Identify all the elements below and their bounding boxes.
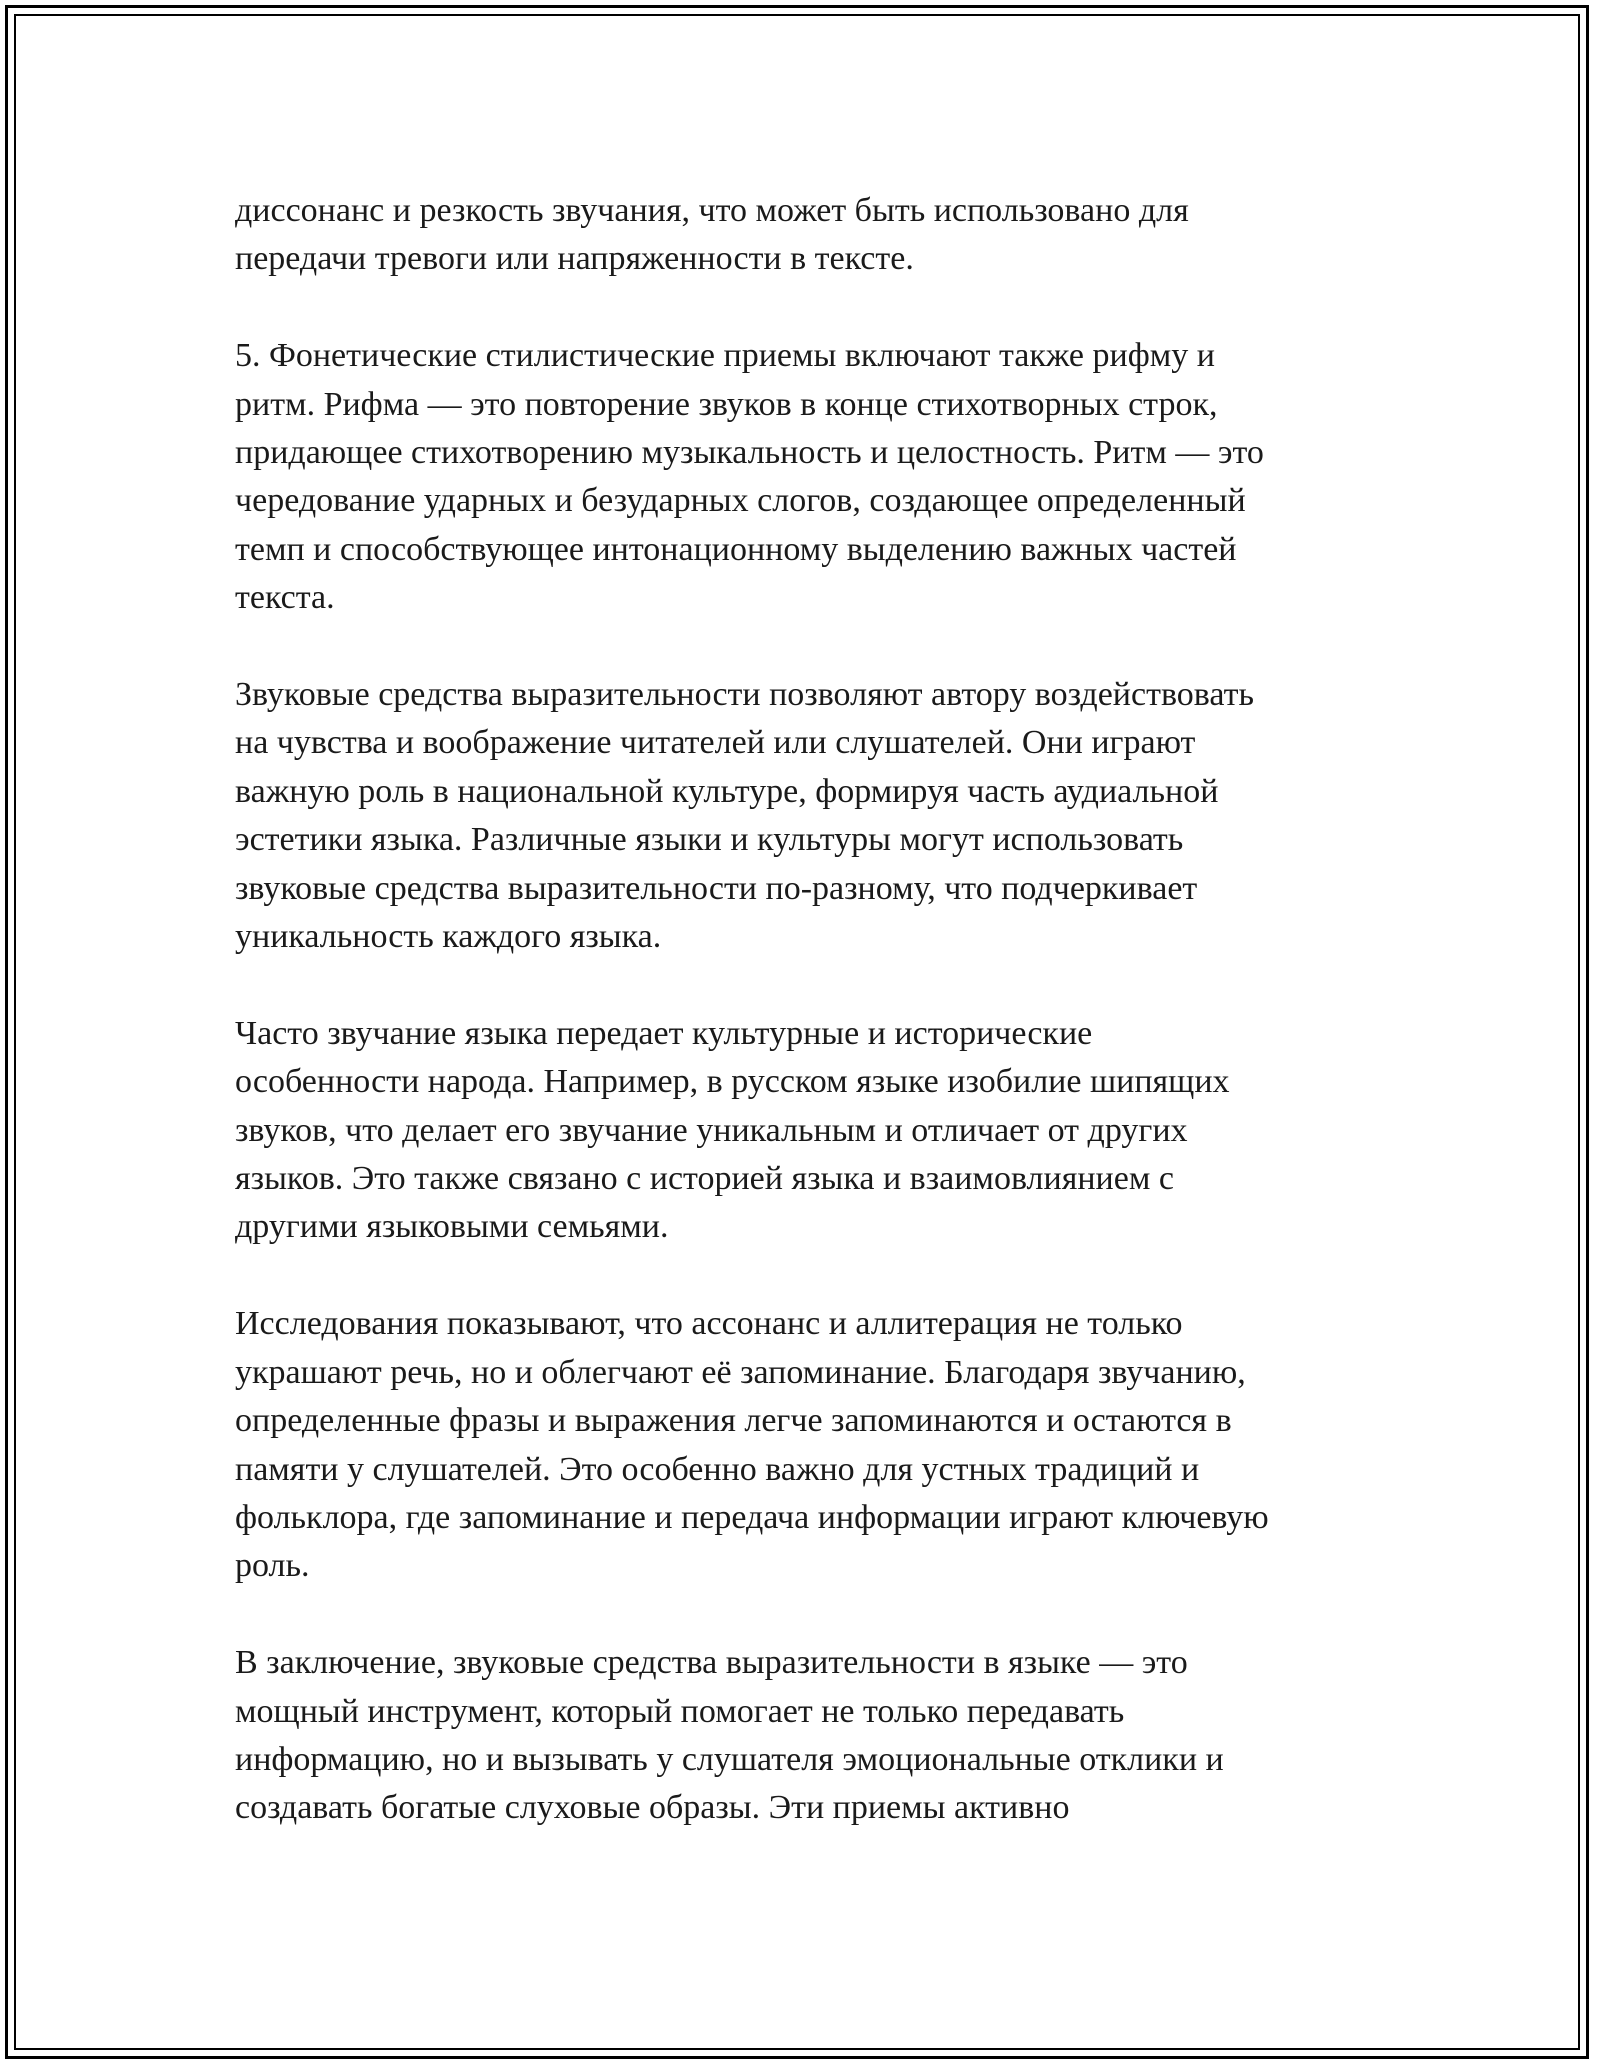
text-line: мощный инструмент, который помогает не только передавать — [235, 1692, 1125, 1730]
paragraph-2 — [235, 332, 1390, 622]
text-line: Звуковые средства выразительности позволяют автору воздействовать — [235, 676, 1254, 714]
text-line: особенности народа. Например, в русском языке изобилие шипящих — [235, 1063, 1230, 1101]
text-line: эстетики языка. Различные языки и культуры могут использовать — [235, 821, 1184, 859]
text-line: текста. — [235, 579, 335, 617]
text-line: темп и способствующее интонационному выделению важных частей — [235, 530, 1237, 568]
text-line: уникальность каждого языка. — [235, 918, 662, 956]
paragraph-1 — [235, 187, 1390, 284]
text-line: на чувства и воображение читателей или слушателей. Они играют — [235, 724, 1196, 762]
text-line: передачи тревоги или напряженности в тексте. — [235, 240, 914, 278]
paragraph-5 — [235, 1300, 1390, 1590]
text-line: Часто звучание языка передает культурные и исторические — [235, 1014, 1093, 1052]
text-line: информацию, но и вызывать у слушателя эмоциональные отклики и — [235, 1740, 1224, 1778]
text-line: памяти у слушателей. Это особенно важно для устных традиций и — [235, 1450, 1200, 1488]
text-line: В заключение, звуковые средства выразительности в языке — это — [235, 1644, 1188, 1682]
text-line: роль. — [235, 1547, 310, 1585]
text-line: ритм. Рифма — это повторение звуков в конце стихотворных строк, — [235, 385, 1218, 423]
paragraph-4 — [235, 1010, 1390, 1252]
text-line: звуковые средства выразительности по-разному, что подчеркивает — [235, 869, 1198, 907]
text-line: Исследования показывают, что ассонанс и аллитерация не только — [235, 1305, 1183, 1343]
text-line: языков. Это также связано с историей языка и взаимовлиянием с — [235, 1160, 1174, 1198]
text-line: фольклора, где запоминание и передача информации играют ключевую — [235, 1498, 1269, 1536]
text-line: диссонанс и резкость звучания, что может быть использовано для — [235, 192, 1189, 229]
paragraph-3 — [235, 671, 1390, 961]
text-line: создавать богатые слуховые образы. Эти приемы активно — [235, 1789, 1070, 1827]
text-line: придающее стихотворению музыкальность и целостность. Ритм — это — [235, 434, 1264, 472]
text-line: другими языковыми семьями. — [235, 1208, 669, 1246]
text-line: определенные фразы и выражения легче запоминаются и остаются в — [235, 1402, 1232, 1440]
text-line: украшают речь, но и облегчают её запоминание. Благодаря звучанию, — [235, 1353, 1246, 1391]
paragraph-6 — [235, 1639, 1390, 1833]
text-line: звуков, что делает его звучание уникальным и отличает от других — [235, 1111, 1188, 1149]
text-line: 5. Фонетические стилистические приемы включают также рифму и — [235, 337, 1215, 375]
text-line: важную роль в национальной культуре, формируя часть аудиальной — [235, 772, 1219, 810]
document-body — [235, 187, 1390, 1833]
text-line: чередование ударных и безударных слогов, создающее определенный — [235, 482, 1246, 520]
